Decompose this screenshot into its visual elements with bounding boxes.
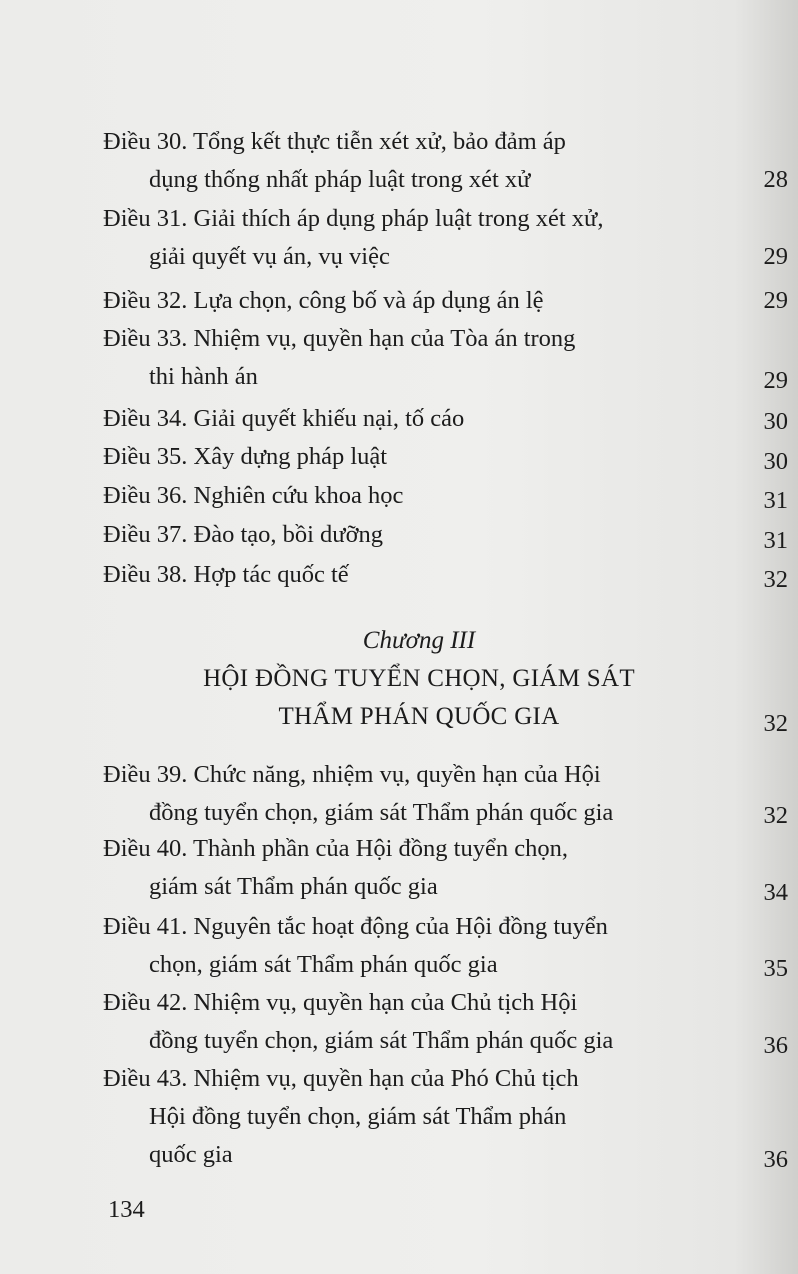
toc-page-number: 29 [763, 243, 788, 270]
toc-entry-line: Điều 36. Nghiên cứu khoa học [103, 482, 404, 509]
toc-entry-43 [103, 1060, 793, 1174]
toc-entry-35 [103, 438, 793, 476]
toc-entry-38 [103, 556, 793, 594]
toc-entry-line: thi hành án [149, 363, 258, 390]
toc-entry-line: Điều 31. Giải thích áp dụng pháp luật trong xét xử, [103, 205, 604, 232]
page-folio-number: 134 [108, 1196, 145, 1223]
toc-entry-line: giải quyết vụ án, vụ việc [149, 243, 390, 270]
toc-entry-32 [103, 282, 793, 320]
chapter-title-line: HỘI ĐỒNG TUYỂN CHỌN, GIÁM SÁT [203, 665, 635, 692]
toc-page-number: 34 [763, 879, 788, 906]
toc-page-number: 30 [763, 408, 788, 435]
toc-entry-line: Hội đồng tuyển chọn, giám sát Thẩm phán [149, 1103, 567, 1130]
toc-entry-line: dụng thống nhất pháp luật trong xét xử [149, 166, 531, 193]
toc-entry-line: giám sát Thẩm phán quốc gia [149, 873, 438, 900]
chapter-heading [0, 622, 798, 736]
toc-page-number: 35 [763, 955, 788, 982]
toc-page-number: 32 [763, 710, 788, 737]
toc-entry-line: Điều 39. Chức năng, nhiệm vụ, quyền hạn của Hội [103, 761, 601, 788]
toc-entry-line: Điều 41. Nguyên tắc hoạt động của Hội đồng tuyển [103, 913, 608, 940]
toc-page-number: 29 [763, 287, 788, 314]
toc-entry-line: đồng tuyển chọn, giám sát Thẩm phán quốc gia [149, 799, 614, 826]
chapter-title-line: THẨM PHÁN QUỐC GIA [278, 703, 560, 730]
toc-entry-line: Điều 38. Hợp tác quốc tế [103, 561, 349, 588]
toc-entry-line: Điều 34. Giải quyết khiếu nại, tố cáo [103, 405, 465, 432]
toc-entry-39 [103, 756, 793, 832]
toc-entry-line: Điều 32. Lựa chọn, công bố và áp dụng án lệ [103, 287, 544, 314]
toc-entry-line: quốc gia [149, 1141, 233, 1168]
toc-page-number: 36 [763, 1032, 788, 1059]
toc-entry-line: Điều 37. Đào tạo, bồi dưỡng [103, 521, 384, 548]
toc-page-number: 31 [763, 487, 788, 514]
toc-entry-41 [103, 908, 793, 984]
toc-entry-30 [103, 123, 793, 199]
toc-page-number: 29 [763, 367, 788, 394]
toc-page-number: 31 [763, 527, 788, 554]
toc-page-number: 32 [763, 802, 788, 829]
toc-page-number: 28 [763, 166, 788, 193]
toc-entry-37 [103, 516, 793, 554]
toc-entry-31 [103, 200, 793, 276]
toc-entry-line: Điều 35. Xây dựng pháp luật [103, 443, 388, 470]
toc-entry-40 [103, 830, 793, 906]
toc-entry-line: Điều 30. Tổng kết thực tiễn xét xử, bảo đảm áp [103, 128, 566, 155]
toc-entry-line: Điều 43. Nhiệm vụ, quyền hạn của Phó Chủ tịch [103, 1065, 579, 1092]
chapter-label: Chương III [362, 627, 476, 654]
toc-entry-line: đồng tuyển chọn, giám sát Thẩm phán quốc gia [149, 1027, 614, 1054]
toc-page-number: 32 [763, 566, 788, 593]
toc-entry-42 [103, 984, 793, 1060]
toc-entry-34 [103, 400, 793, 438]
toc-entry-line: Điều 40. Thành phần của Hội đồng tuyển chọn, [103, 835, 568, 862]
toc-page-number: 30 [763, 448, 788, 475]
toc-entry-line: chọn, giám sát Thẩm phán quốc gia [149, 951, 498, 978]
toc-entry-33 [103, 320, 793, 396]
toc-entry-36 [103, 477, 793, 515]
toc-entry-line: Điều 33. Nhiệm vụ, quyền hạn của Tòa án trong [103, 325, 576, 352]
toc-entry-line: Điều 42. Nhiệm vụ, quyền hạn của Chủ tịch Hội [103, 989, 578, 1016]
toc-page-number: 36 [763, 1146, 788, 1173]
